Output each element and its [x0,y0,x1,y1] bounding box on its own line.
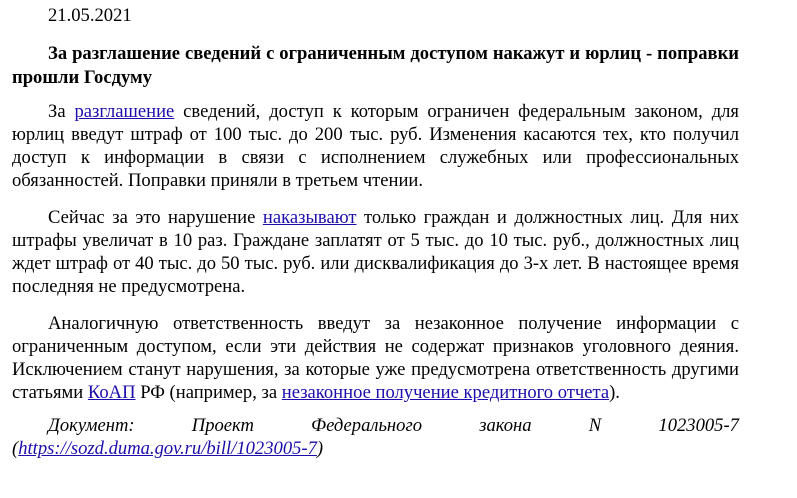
link-disclosure[interactable]: разглашение [74,101,175,122]
paragraph-3-text-after: ). [609,382,620,403]
source-word-law: закона [479,415,532,436]
paragraph-3-text-middle: РФ (например, за [135,382,282,403]
paragraph-3 [12,312,739,404]
source-word-number-sign: N [588,415,602,436]
document-date: 21.05.2021 [48,5,132,26]
paragraph-2 [12,206,739,298]
document [12,0,739,460]
source-word-federal: Федерального [311,415,423,436]
source-reference-line [12,414,739,437]
link-bill-url[interactable]: https://sozd.duma.gov.ru/bill/1023005-7 [18,438,317,459]
paragraph-2-text-before: Сейчас за это нарушение [48,207,263,228]
source-bill-number: 1023005-7 [658,415,739,436]
source-open-paren: ( [12,438,19,459]
paragraph-1-text-before: За [48,101,75,122]
document-title: За разглашение сведений с ограниченным доступом накажут и юрлиц - поправки прошли Госдуму [12,43,739,88]
source-reference [12,414,739,460]
link-credit-report[interactable]: незаконное получение кредитного отчета [281,382,610,403]
paragraph-2-text-after: только граждан и должностных лиц. Для них штрафы увеличат в 10 раз. Граждане заплатят от 5 тыс. до 10 тыс. руб., должностных лиц ждет штраф от 40 тыс. до 50 тыс. руб. или дисквалификация до 3-х лет. В настоящее время последняя не предусмотрена. [12,207,739,297]
link-koap[interactable]: КоАП [87,382,136,403]
paragraph-1 [12,100,739,192]
source-close-paren: ) [316,438,324,459]
paragraph-1-text-after: сведений, доступ к которым ограничен федеральным законом, для юрлиц введут штраф от 100 тыс. до 200 тыс. руб. Изменения касаются тех, кто получил доступ к информации в связи с исполнением служебных или профессиональных обязанностей. Поправки приняли в третьем чтении. [12,101,739,191]
paragraph-3-text-before: Аналогичную ответственность введут за незаконное получение информации с ограниченным доступом, если эти действия не содержат признаков уголовного деяния. Исключением станут нарушения, за которые уже предусмотрена ответственность другими статьями [12,313,739,403]
source-word-document: Документ: [48,415,135,436]
link-punish[interactable]: наказывают [262,207,357,228]
source-word-project: Проект [191,415,254,436]
source-url-line [12,437,739,460]
